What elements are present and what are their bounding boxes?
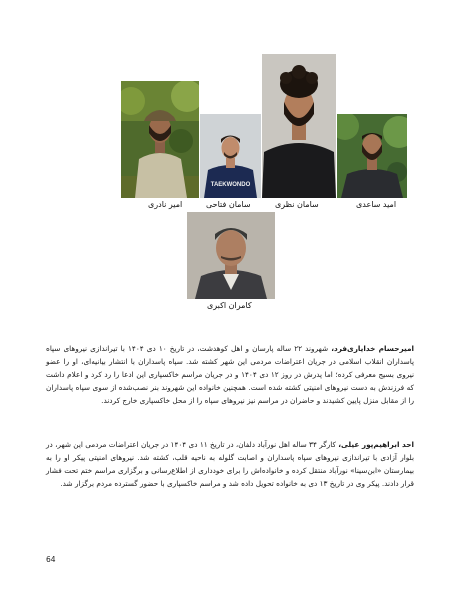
- caption-omid-saedi: امید ساعدی: [356, 200, 397, 209]
- paragraph-1: [46, 343, 414, 408]
- caption-saman-fattahi: سامان فتاحی: [206, 200, 251, 209]
- shirt-text: TAEKWONDO: [210, 182, 251, 188]
- photo-amir-naderi: [121, 81, 199, 198]
- caption-kamran-akbari: کامران اکبری: [207, 301, 252, 310]
- paragraph-1-name: امیرحسام خدایاری‌فرد،: [331, 344, 414, 353]
- caption-amir-naderi: امیر نادری: [148, 200, 183, 209]
- page-number: 64: [46, 555, 56, 564]
- paragraph-2: [46, 439, 414, 491]
- paragraph-2-text: کارگر ۳۴ ساله اهل نورآباد دلفان، در تاریخ ۱۱ دی ۱۴۰۴ در جریان اعتراضات مردمی این شهر، در بلوار آزادی با تیراندازی نیروهای سپاه پاسداران و اصابت گلوله به ناحیه قلب، کشته شد. نیروهای امنیتی پیکر او را به بیمارستان «ابن‌سینا» نورآباد منتقل کرده و خانواده‌اش را برای خودداری از اطلاع‌رسانی و برگزاری مراسم ختم تحت فشار قرار دادند. پیکر وی در تاریخ ۱۳ دی به خانواده تحویل داده شد و مراسم خاکسپاری با حضور گسترده مردم برگزار شد.: [46, 440, 414, 488]
- paragraph-1-text: شهروند ۲۲ ساله پارسان و اهل کوهدشت، در تاریخ ۱۰ دی ۱۴۰۴ با تیراندازی نیروهای سپاه پاسداران انقلاب اسلامی در جریان اعتراضات مردمی این شهر کشته شد. سپاه پاسداران با انتشار بیانیه‌ای، او را عضو نیروی بسیج معرفی کرده؛ اما پدرش در روز ۱۲ دی ۱۴۰۴ و در جریان مراسم خاکسپاری این ادعا را رد کرد و اعلام داشت که فرزندش به دست نیروهای امنیتی کشته شده است. همچنین خانواده این شهروند بنر نصب‌شده از سوی سپاه پاسداران را از مقابل منزل پایین کشیدند و حاضران در مراسم نیز نیروهای سپاه را از محل خاکسپاری خارج کردند.: [46, 344, 414, 405]
- photo-saman-fattahi: [200, 114, 261, 198]
- caption-saman-nazari: سامان نظری: [275, 200, 319, 209]
- paragraph-2-name: احد ابراهیم‌پور عیلی،: [338, 440, 414, 449]
- photo-saman-nazari: [262, 54, 336, 198]
- photo-kamran-akbari: [187, 212, 275, 299]
- photo-omid-saedi: [337, 114, 407, 198]
